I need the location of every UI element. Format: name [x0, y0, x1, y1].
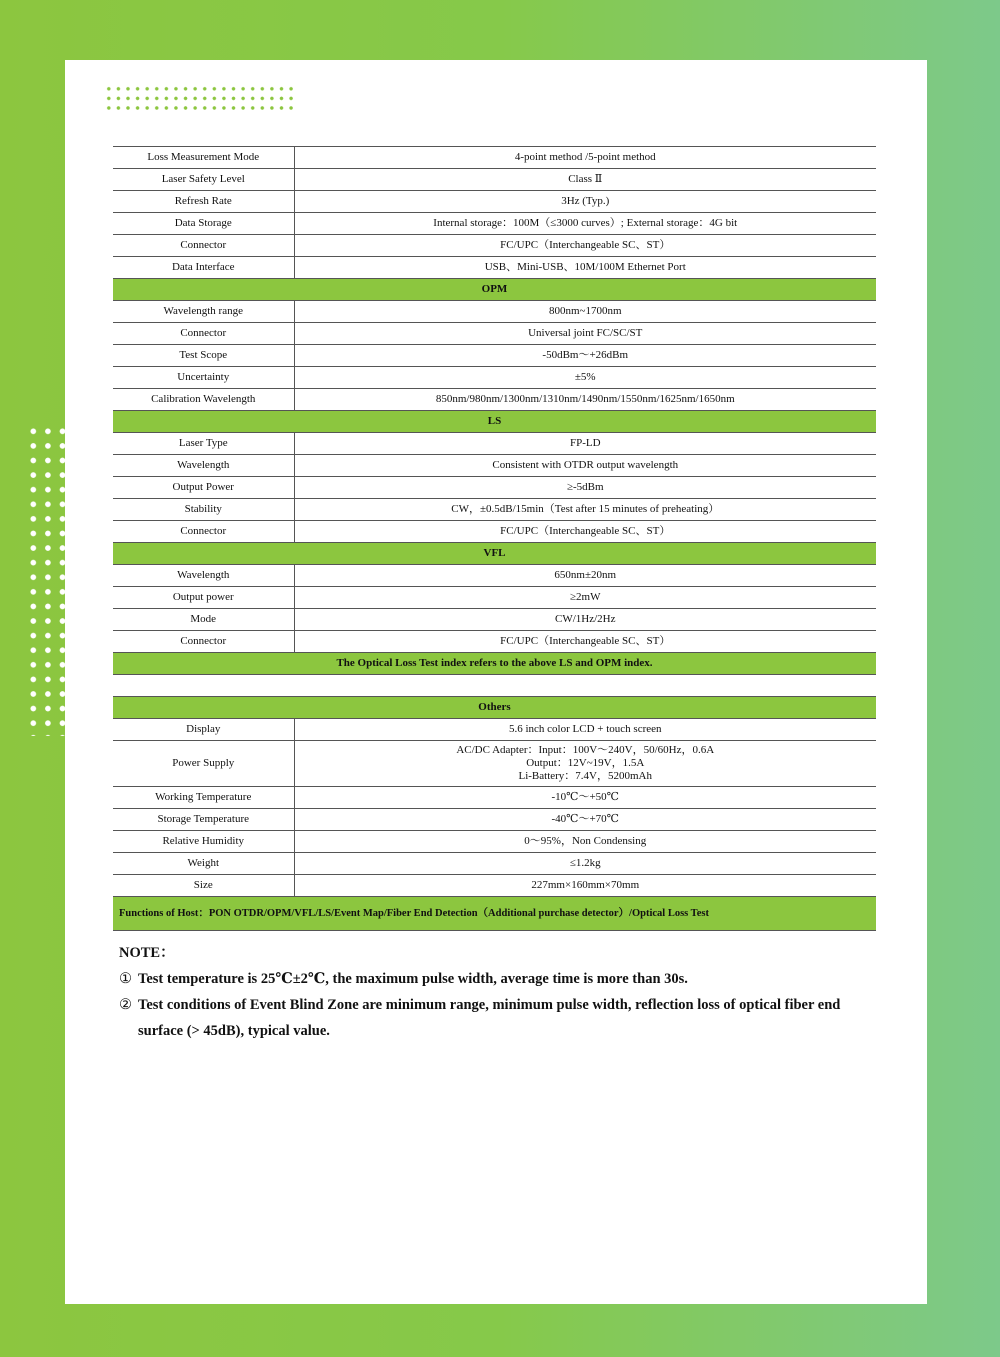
spec-label: Connector — [113, 323, 294, 345]
table-row — [113, 345, 876, 367]
spec-label: Connector — [113, 631, 294, 653]
spec-value: 227mm×160mm×70mm — [294, 875, 876, 897]
spec-value: ±5% — [294, 367, 876, 389]
table-row — [113, 213, 876, 235]
table-row — [113, 477, 876, 499]
spec-value: 650nm±20nm — [294, 565, 876, 587]
spec-value-power-supply — [294, 741, 876, 787]
functions-of-host-row — [113, 897, 876, 931]
spec-value: Internal storage：100M（≤3000 curves）; External storage：4G bit — [294, 213, 876, 235]
note-marker: ① — [119, 971, 132, 987]
spec-value: FC/UPC（Interchangeable SC、ST） — [294, 521, 876, 543]
spec-label: Working Temperature — [113, 787, 294, 809]
table-row — [113, 499, 876, 521]
decorative-dot-grid-top — [104, 84, 298, 114]
table-row — [113, 323, 876, 345]
note-text: Test temperature is 25℃±2℃, the maximum pulse width, average time is more than 30s. — [138, 971, 688, 987]
table-row — [113, 609, 876, 631]
spec-value: CW/1Hz/2Hz — [294, 609, 876, 631]
spec-label: Mode — [113, 609, 294, 631]
notes-section — [119, 940, 879, 1044]
table-row — [113, 787, 876, 809]
spec-label: Power Supply — [113, 741, 294, 787]
spec-value: FP-LD — [294, 433, 876, 455]
spec-label: Output Power — [113, 477, 294, 499]
spec-label: Connector — [113, 235, 294, 257]
table-row — [113, 301, 876, 323]
spec-value: ≥-5dBm — [294, 477, 876, 499]
spec-label: Loss Measurement Mode — [113, 147, 294, 169]
spec-label: Wavelength range — [113, 301, 294, 323]
note-item — [119, 966, 879, 992]
section-title: LS — [113, 411, 876, 433]
section-title: Others — [113, 697, 876, 719]
section-header-opm — [113, 279, 876, 301]
spec-value: FC/UPC（Interchangeable SC、ST） — [294, 631, 876, 653]
spec-label: Uncertainty — [113, 367, 294, 389]
note-text: Test conditions of Event Blind Zone are minimum range, minimum pulse width, reflection loss of optical fiber end surface (> 45dB), typical value. — [138, 997, 841, 1039]
spec-label: Wavelength — [113, 565, 294, 587]
table-row — [113, 853, 876, 875]
spec-label: Laser Type — [113, 433, 294, 455]
spec-label: Test Scope — [113, 345, 294, 367]
spec-value: 4-point method /5-point method — [294, 147, 876, 169]
table-row — [113, 809, 876, 831]
spacer-cell — [113, 675, 876, 697]
optical-loss-note-row — [113, 653, 876, 675]
spec-label: Wavelength — [113, 455, 294, 477]
section-title: VFL — [113, 543, 876, 565]
spec-label: Refresh Rate — [113, 191, 294, 213]
spec-label: Connector — [113, 521, 294, 543]
table-row — [113, 831, 876, 853]
spec-label: Stability — [113, 499, 294, 521]
spec-value: 0～95%，Non Condensing — [294, 831, 876, 853]
spec-value: Universal joint FC/SC/ST — [294, 323, 876, 345]
table-spacer — [113, 675, 876, 697]
note-title: NOTE： — [119, 945, 175, 961]
table-row — [113, 719, 876, 741]
table-row — [113, 565, 876, 587]
spec-value: 850nm/980nm/1300nm/1310nm/1490nm/1550nm/1625nm/1650nm — [294, 389, 876, 411]
spec-value: 5.6 inch color LCD + touch screen — [294, 719, 876, 741]
table-row — [113, 433, 876, 455]
power-supply-line: AC/DC Adapter：Input：100V～240V，50/60Hz，0.6A — [456, 744, 715, 756]
spec-label: Storage Temperature — [113, 809, 294, 831]
spec-value: CW，±0.5dB/15min（Test after 15 minutes of preheating） — [294, 499, 876, 521]
table-row — [113, 455, 876, 477]
spec-label: Laser Safety Level — [113, 169, 294, 191]
table-row — [113, 191, 876, 213]
table-row — [113, 631, 876, 653]
spec-label: Size — [113, 875, 294, 897]
table-row — [113, 389, 876, 411]
section-header-vfl — [113, 543, 876, 565]
table-row — [113, 169, 876, 191]
table-row — [113, 235, 876, 257]
spec-value: 3Hz (Typ.) — [294, 191, 876, 213]
spec-label: Weight — [113, 853, 294, 875]
decorative-dot-grid-left — [26, 424, 66, 736]
spec-label: Output power — [113, 587, 294, 609]
specification-table — [113, 146, 876, 931]
spec-value: 800nm~1700nm — [294, 301, 876, 323]
table-row — [113, 741, 876, 787]
spec-value: ≤1.2kg — [294, 853, 876, 875]
spec-label: Relative Humidity — [113, 831, 294, 853]
table-row — [113, 875, 876, 897]
table-row — [113, 147, 876, 169]
spec-label: Data Storage — [113, 213, 294, 235]
spec-label: Data Interface — [113, 257, 294, 279]
spec-value: Consistent with OTDR output wavelength — [294, 455, 876, 477]
power-supply-line: Li-Battery：7.4V，5200mAh — [518, 770, 652, 782]
functions-of-host: Functions of Host：PON OTDR/OPM/VFL/LS/Event Map/Fiber End Detection（Additional purchase detector）/Optical Loss Test — [113, 897, 876, 931]
spec-label: Display — [113, 719, 294, 741]
power-supply-line: Output：12V~19V，1.5A — [526, 757, 645, 769]
section-title: OPM — [113, 279, 876, 301]
spec-value: -40℃～+70℃ — [294, 809, 876, 831]
section-header-others — [113, 697, 876, 719]
note-item — [119, 992, 879, 1044]
table-row — [113, 257, 876, 279]
spec-value: USB、Mini-USB、10M/100M Ethernet Port — [294, 257, 876, 279]
table-row — [113, 587, 876, 609]
section-header-ls — [113, 411, 876, 433]
spec-value: -50dBm～+26dBm — [294, 345, 876, 367]
spec-label: Calibration Wavelength — [113, 389, 294, 411]
table-row — [113, 521, 876, 543]
optical-loss-note: The Optical Loss Test index refers to the above LS and OPM index. — [113, 653, 876, 675]
spec-value: FC/UPC（Interchangeable SC、ST） — [294, 235, 876, 257]
note-marker: ② — [119, 997, 132, 1013]
spec-value: -10℃～+50℃ — [294, 787, 876, 809]
spec-value: ≥2mW — [294, 587, 876, 609]
table-row — [113, 367, 876, 389]
spec-value: Class Ⅱ — [294, 169, 876, 191]
